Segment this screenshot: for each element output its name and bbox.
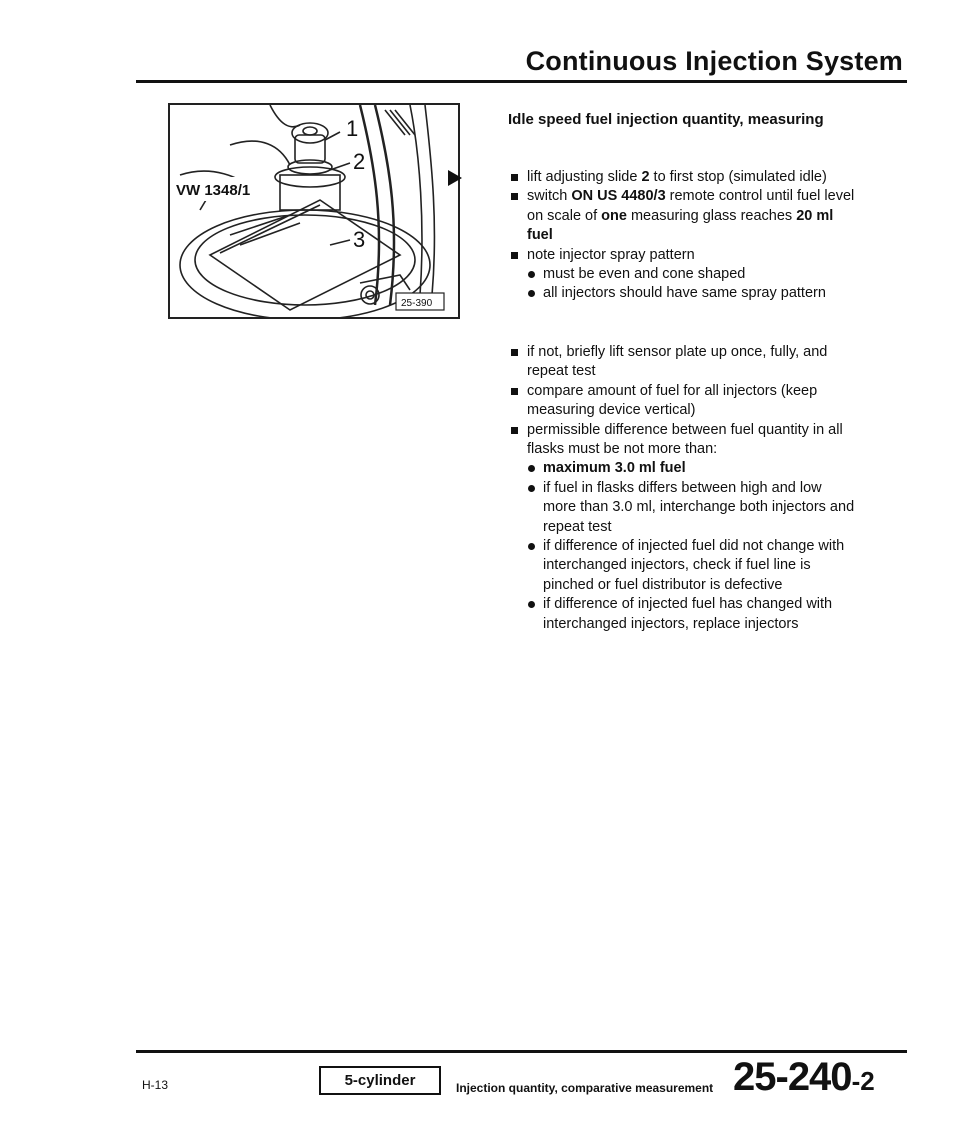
sub-list-item: if difference of injected fuel did not change with interchanged injectors, check if fuel line is pinched or fuel distributor is defective: [510, 537, 855, 595]
tool-label: VW 1348/1: [176, 182, 251, 199]
footer-divider: [136, 1050, 907, 1053]
list-item: if not, briefly lift sensor plate up once, fully, and repeat test: [510, 343, 855, 382]
instruction-list-2: [510, 343, 855, 634]
page-code: H-13: [142, 1078, 169, 1092]
item-text: switch: [527, 188, 572, 205]
page-number-main: 25-240: [733, 1055, 852, 1099]
callout-2: 2: [353, 149, 366, 174]
list-item: note injector spray pattern: [510, 246, 855, 265]
page-title: Continuous Injection System: [525, 46, 903, 76]
item-text: measuring glass reaches: [626, 207, 797, 224]
section-title: Idle speed fuel injection quantity, measuring: [508, 111, 824, 128]
callout-1: 1: [346, 116, 359, 141]
sub-list-item: must be even and cone shaped: [510, 265, 855, 284]
footer-description: Injection quantity, comparative measurement: [456, 1081, 714, 1095]
page-number: [733, 1055, 875, 1100]
sub-list-item: all injectors should have same spray pattern: [510, 284, 855, 303]
item-emphasis: 2: [641, 169, 650, 185]
sub-list-item: maximum 3.0 ml fuel: [510, 459, 855, 478]
item-emphasis: one: [601, 207, 627, 224]
list-item: compare amount of fuel for all injectors (keep measuring device vertical): [510, 382, 855, 421]
right-arrow-icon: [448, 170, 462, 186]
item-text: remote control until fuel level on scale of: [527, 188, 855, 224]
header-divider: [136, 80, 907, 83]
page-number-suffix: -2: [851, 1066, 875, 1096]
item-emphasis: ON US 4480/3: [571, 188, 666, 205]
variant-badge: 5-cylinder: [319, 1066, 441, 1095]
list-item: [510, 187, 855, 245]
sub-list-item: if fuel in flasks differs between high and low more than 3.0 ml, interchange both injectors and repeat test: [510, 479, 855, 537]
item-text: lift adjusting slide: [527, 169, 642, 185]
illustration: [168, 103, 460, 319]
illustration-drawing: [170, 105, 458, 317]
item-emphasis: 20 ml fuel: [527, 207, 834, 244]
figure-code: 25-390: [401, 298, 433, 309]
sub-list-item: if difference of injected fuel has changed with interchanged injectors, replace injectors: [510, 595, 855, 634]
instruction-list-1: [510, 168, 855, 304]
item-text: to first stop (simulated idle): [649, 169, 827, 185]
callout-3: 3: [353, 227, 366, 252]
list-item: permissible difference between fuel quantity in all flasks must be not more than:: [510, 421, 855, 460]
list-item: [510, 168, 855, 187]
